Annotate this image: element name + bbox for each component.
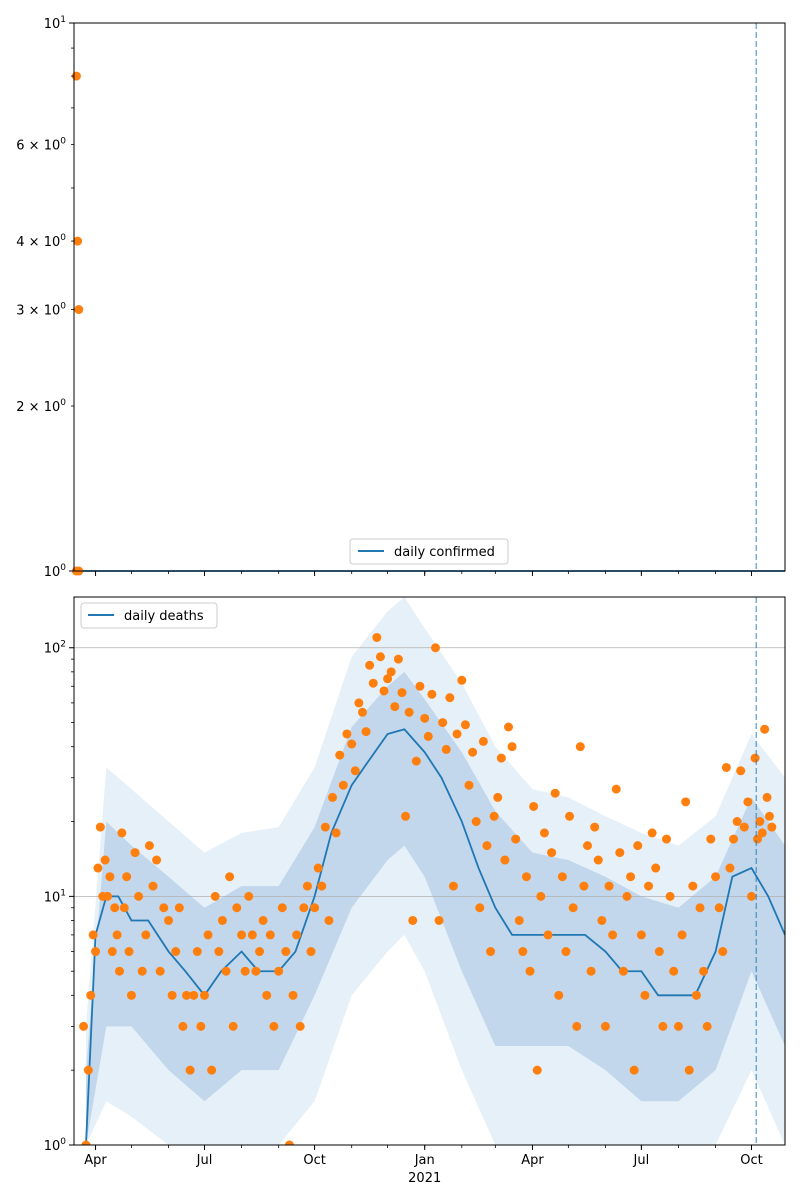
deaths-point	[605, 882, 614, 891]
deaths-point	[493, 793, 502, 802]
deaths-point	[540, 828, 549, 837]
deaths-point	[397, 688, 406, 697]
deaths-point	[218, 916, 227, 925]
deaths-point	[255, 947, 264, 956]
deaths-point	[89, 930, 98, 939]
deaths-point	[401, 812, 410, 821]
deaths-point	[579, 882, 588, 891]
x-tick-label: Jul	[633, 1153, 650, 1168]
deaths-point	[222, 967, 231, 976]
deaths-point	[490, 812, 499, 821]
panel-daily-confirmed	[16, 15, 785, 580]
deaths-point	[145, 841, 154, 850]
deaths-point	[86, 991, 95, 1000]
deaths-point	[328, 793, 337, 802]
deaths-point	[332, 828, 341, 837]
deaths-point	[307, 947, 316, 956]
y-tick-label: $10^0$	[43, 563, 66, 580]
y-minor-tick-label: $4 \times 10^0$	[16, 233, 66, 251]
deaths-point	[590, 823, 599, 832]
deaths-point	[237, 930, 246, 939]
deaths-point	[412, 757, 421, 766]
deaths-point	[486, 947, 495, 956]
deaths-point	[186, 1066, 195, 1075]
deaths-point	[692, 991, 701, 1000]
deaths-point	[655, 947, 664, 956]
deaths-point	[751, 754, 760, 763]
deaths-point	[266, 930, 275, 939]
deaths-point	[96, 823, 105, 832]
y-tick-label: $10^0$	[43, 1137, 66, 1154]
y-tick-label: $10^1$	[43, 888, 66, 906]
deaths-point	[666, 892, 675, 901]
deaths-point	[438, 718, 447, 727]
deaths-point	[500, 856, 509, 865]
deaths-point	[79, 1022, 88, 1031]
deaths-point	[696, 903, 705, 912]
y-tick-label: $10^2$	[43, 639, 66, 657]
deaths-point	[134, 892, 143, 901]
deaths-point	[241, 967, 250, 976]
deaths-point	[533, 1066, 542, 1075]
deaths-point	[427, 690, 436, 699]
deaths-point	[156, 967, 165, 976]
deaths-point	[554, 991, 563, 1000]
x-year-label: 2021	[408, 1171, 442, 1186]
deaths-point	[747, 892, 756, 901]
deaths-point	[699, 967, 708, 976]
deaths-point	[608, 930, 617, 939]
deaths-point	[743, 797, 752, 806]
deaths-point	[715, 903, 724, 912]
deaths-point	[558, 872, 567, 881]
deaths-point	[522, 872, 531, 881]
deaths-point	[351, 766, 360, 775]
deaths-point	[722, 763, 731, 772]
deaths-point	[678, 930, 687, 939]
legend-label: daily deaths	[124, 609, 204, 624]
deaths-point	[662, 835, 671, 844]
deaths-point	[587, 967, 596, 976]
deaths-point	[225, 872, 234, 881]
deaths-point	[175, 903, 184, 912]
deaths-point	[324, 916, 333, 925]
deaths-point	[376, 652, 385, 661]
deaths-point	[321, 823, 330, 832]
deaths-point	[572, 1022, 581, 1031]
deaths-point	[91, 947, 100, 956]
deaths-point	[120, 903, 129, 912]
deaths-point	[681, 797, 690, 806]
deaths-point	[200, 991, 209, 1000]
deaths-point	[380, 686, 389, 695]
deaths-point	[110, 903, 119, 912]
deaths-point	[390, 702, 399, 711]
deaths-point	[171, 947, 180, 956]
deaths-point	[475, 903, 484, 912]
deaths-point	[354, 698, 363, 707]
deaths-point	[461, 720, 470, 729]
deaths-point	[303, 882, 312, 891]
deaths-point	[424, 732, 433, 741]
deaths-point	[736, 766, 745, 775]
deaths-point	[310, 903, 319, 912]
legend	[350, 539, 508, 564]
legend	[81, 603, 217, 628]
deaths-point	[232, 903, 241, 912]
deaths-point	[108, 947, 117, 956]
deaths-point	[281, 947, 290, 956]
deaths-point	[125, 947, 134, 956]
deaths-point	[431, 643, 440, 652]
deaths-point	[229, 1022, 238, 1031]
deaths-point	[711, 872, 720, 881]
deaths-point	[651, 864, 660, 873]
deaths-point	[758, 828, 767, 837]
deaths-point	[457, 676, 466, 685]
deaths-point	[583, 841, 592, 850]
deaths-point	[387, 667, 396, 676]
deaths-point	[178, 1022, 187, 1031]
deaths-point	[211, 892, 220, 901]
deaths-point	[405, 708, 414, 717]
deaths-point	[339, 781, 348, 790]
deaths-point	[449, 882, 458, 891]
deaths-point	[465, 781, 474, 790]
deaths-point	[214, 947, 223, 956]
deaths-point	[84, 1066, 93, 1075]
deaths-point	[497, 754, 506, 763]
deaths-point	[152, 856, 161, 865]
deaths-point	[141, 930, 150, 939]
deaths-point	[317, 882, 326, 891]
deaths-point	[207, 1066, 216, 1075]
deaths-point	[619, 967, 628, 976]
deaths-point	[248, 930, 257, 939]
x-tick-label: Apr	[84, 1153, 107, 1168]
deaths-point	[365, 661, 374, 670]
confirmed-point	[74, 305, 83, 314]
deaths-point	[362, 727, 371, 736]
deaths-point	[630, 1066, 639, 1075]
deaths-point	[594, 856, 603, 865]
deaths-point	[453, 729, 462, 738]
deaths-point	[536, 892, 545, 901]
deaths-point	[569, 903, 578, 912]
deaths-point	[740, 823, 749, 832]
deaths-point	[196, 1022, 205, 1031]
deaths-point	[706, 835, 715, 844]
y-minor-tick-label: $2 \times 10^0$	[16, 398, 66, 416]
deaths-point	[113, 930, 122, 939]
deaths-point	[138, 967, 147, 976]
panel-daily-deaths	[44, 597, 785, 1186]
deaths-point	[472, 817, 481, 826]
deaths-point	[633, 841, 642, 850]
deaths-point	[347, 740, 356, 749]
deaths-point	[729, 835, 738, 844]
deaths-point	[342, 729, 351, 738]
deaths-point	[244, 892, 253, 901]
deaths-point	[637, 930, 646, 939]
deaths-point	[703, 1022, 712, 1031]
deaths-point	[299, 903, 308, 912]
deaths-point	[292, 930, 301, 939]
deaths-point	[122, 872, 131, 881]
deaths-point	[103, 892, 112, 901]
deaths-point	[259, 916, 268, 925]
deaths-point	[733, 817, 742, 826]
deaths-point	[626, 872, 635, 881]
deaths-point	[601, 1022, 610, 1031]
deaths-point	[760, 725, 769, 734]
deaths-point	[105, 872, 114, 881]
deaths-point	[101, 856, 110, 865]
x-tick-label: Oct	[740, 1153, 763, 1168]
deaths-point	[561, 947, 570, 956]
deaths-point	[482, 841, 491, 850]
deaths-point	[117, 828, 126, 837]
deaths-point	[479, 737, 488, 746]
deaths-point	[674, 1022, 683, 1031]
deaths-point	[314, 864, 323, 873]
deaths-point	[529, 802, 538, 811]
deaths-point	[372, 633, 381, 642]
deaths-point	[251, 967, 260, 976]
deaths-point	[415, 682, 424, 691]
deaths-point	[296, 1022, 305, 1031]
deaths-point	[511, 835, 520, 844]
deaths-point	[576, 742, 585, 751]
axes-background	[74, 23, 785, 571]
deaths-point	[648, 828, 657, 837]
deaths-point	[159, 903, 168, 912]
deaths-point	[93, 864, 102, 873]
deaths-point	[508, 742, 517, 751]
x-tick-label: Jan	[414, 1153, 435, 1168]
deaths-point	[504, 723, 513, 732]
deaths-point	[623, 892, 632, 901]
deaths-point	[435, 916, 444, 925]
legend-label: daily confirmed	[394, 545, 495, 560]
deaths-point	[445, 693, 454, 702]
deaths-point	[669, 967, 678, 976]
deaths-point	[565, 812, 574, 821]
y-tick-label: $10^1$	[43, 15, 66, 32]
deaths-point	[518, 947, 527, 956]
deaths-point	[278, 903, 287, 912]
x-tick-label: Jul	[196, 1153, 213, 1168]
deaths-point	[149, 882, 158, 891]
deaths-point	[358, 708, 367, 717]
deaths-point	[658, 1022, 667, 1031]
deaths-point	[115, 967, 124, 976]
deaths-point	[612, 785, 621, 794]
deaths-point	[526, 967, 535, 976]
deaths-point	[262, 991, 271, 1000]
deaths-point	[394, 655, 403, 664]
deaths-point	[442, 745, 451, 754]
x-tick-label: Oct	[303, 1153, 326, 1168]
deaths-point	[544, 930, 553, 939]
deaths-point	[725, 864, 734, 873]
deaths-point	[640, 991, 649, 1000]
deaths-point	[164, 916, 173, 925]
deaths-point	[597, 916, 606, 925]
deaths-point	[335, 751, 344, 760]
deaths-point	[644, 882, 653, 891]
y-minor-tick-label: $3 \times 10^0$	[16, 301, 66, 319]
deaths-point	[767, 823, 776, 832]
deaths-point	[468, 748, 477, 757]
deaths-point	[189, 991, 198, 1000]
deaths-point	[269, 1022, 278, 1031]
x-tick-label: Apr	[521, 1153, 544, 1168]
deaths-point	[408, 916, 417, 925]
deaths-point	[547, 848, 556, 857]
deaths-point	[718, 947, 727, 956]
deaths-point	[193, 947, 202, 956]
deaths-point	[688, 882, 697, 891]
deaths-point	[685, 1066, 694, 1075]
deaths-point	[289, 991, 298, 1000]
deaths-point	[551, 789, 560, 798]
deaths-point	[204, 930, 213, 939]
deaths-point	[274, 967, 283, 976]
deaths-point	[765, 812, 774, 821]
deaths-point	[420, 714, 429, 723]
deaths-point	[127, 991, 136, 1000]
deaths-point	[131, 848, 140, 857]
y-minor-tick-label: $6 \times 10^0$	[16, 136, 66, 154]
deaths-point	[763, 793, 772, 802]
deaths-point	[515, 916, 524, 925]
deaths-point	[615, 848, 624, 857]
deaths-point	[168, 991, 177, 1000]
deaths-point	[369, 679, 378, 688]
